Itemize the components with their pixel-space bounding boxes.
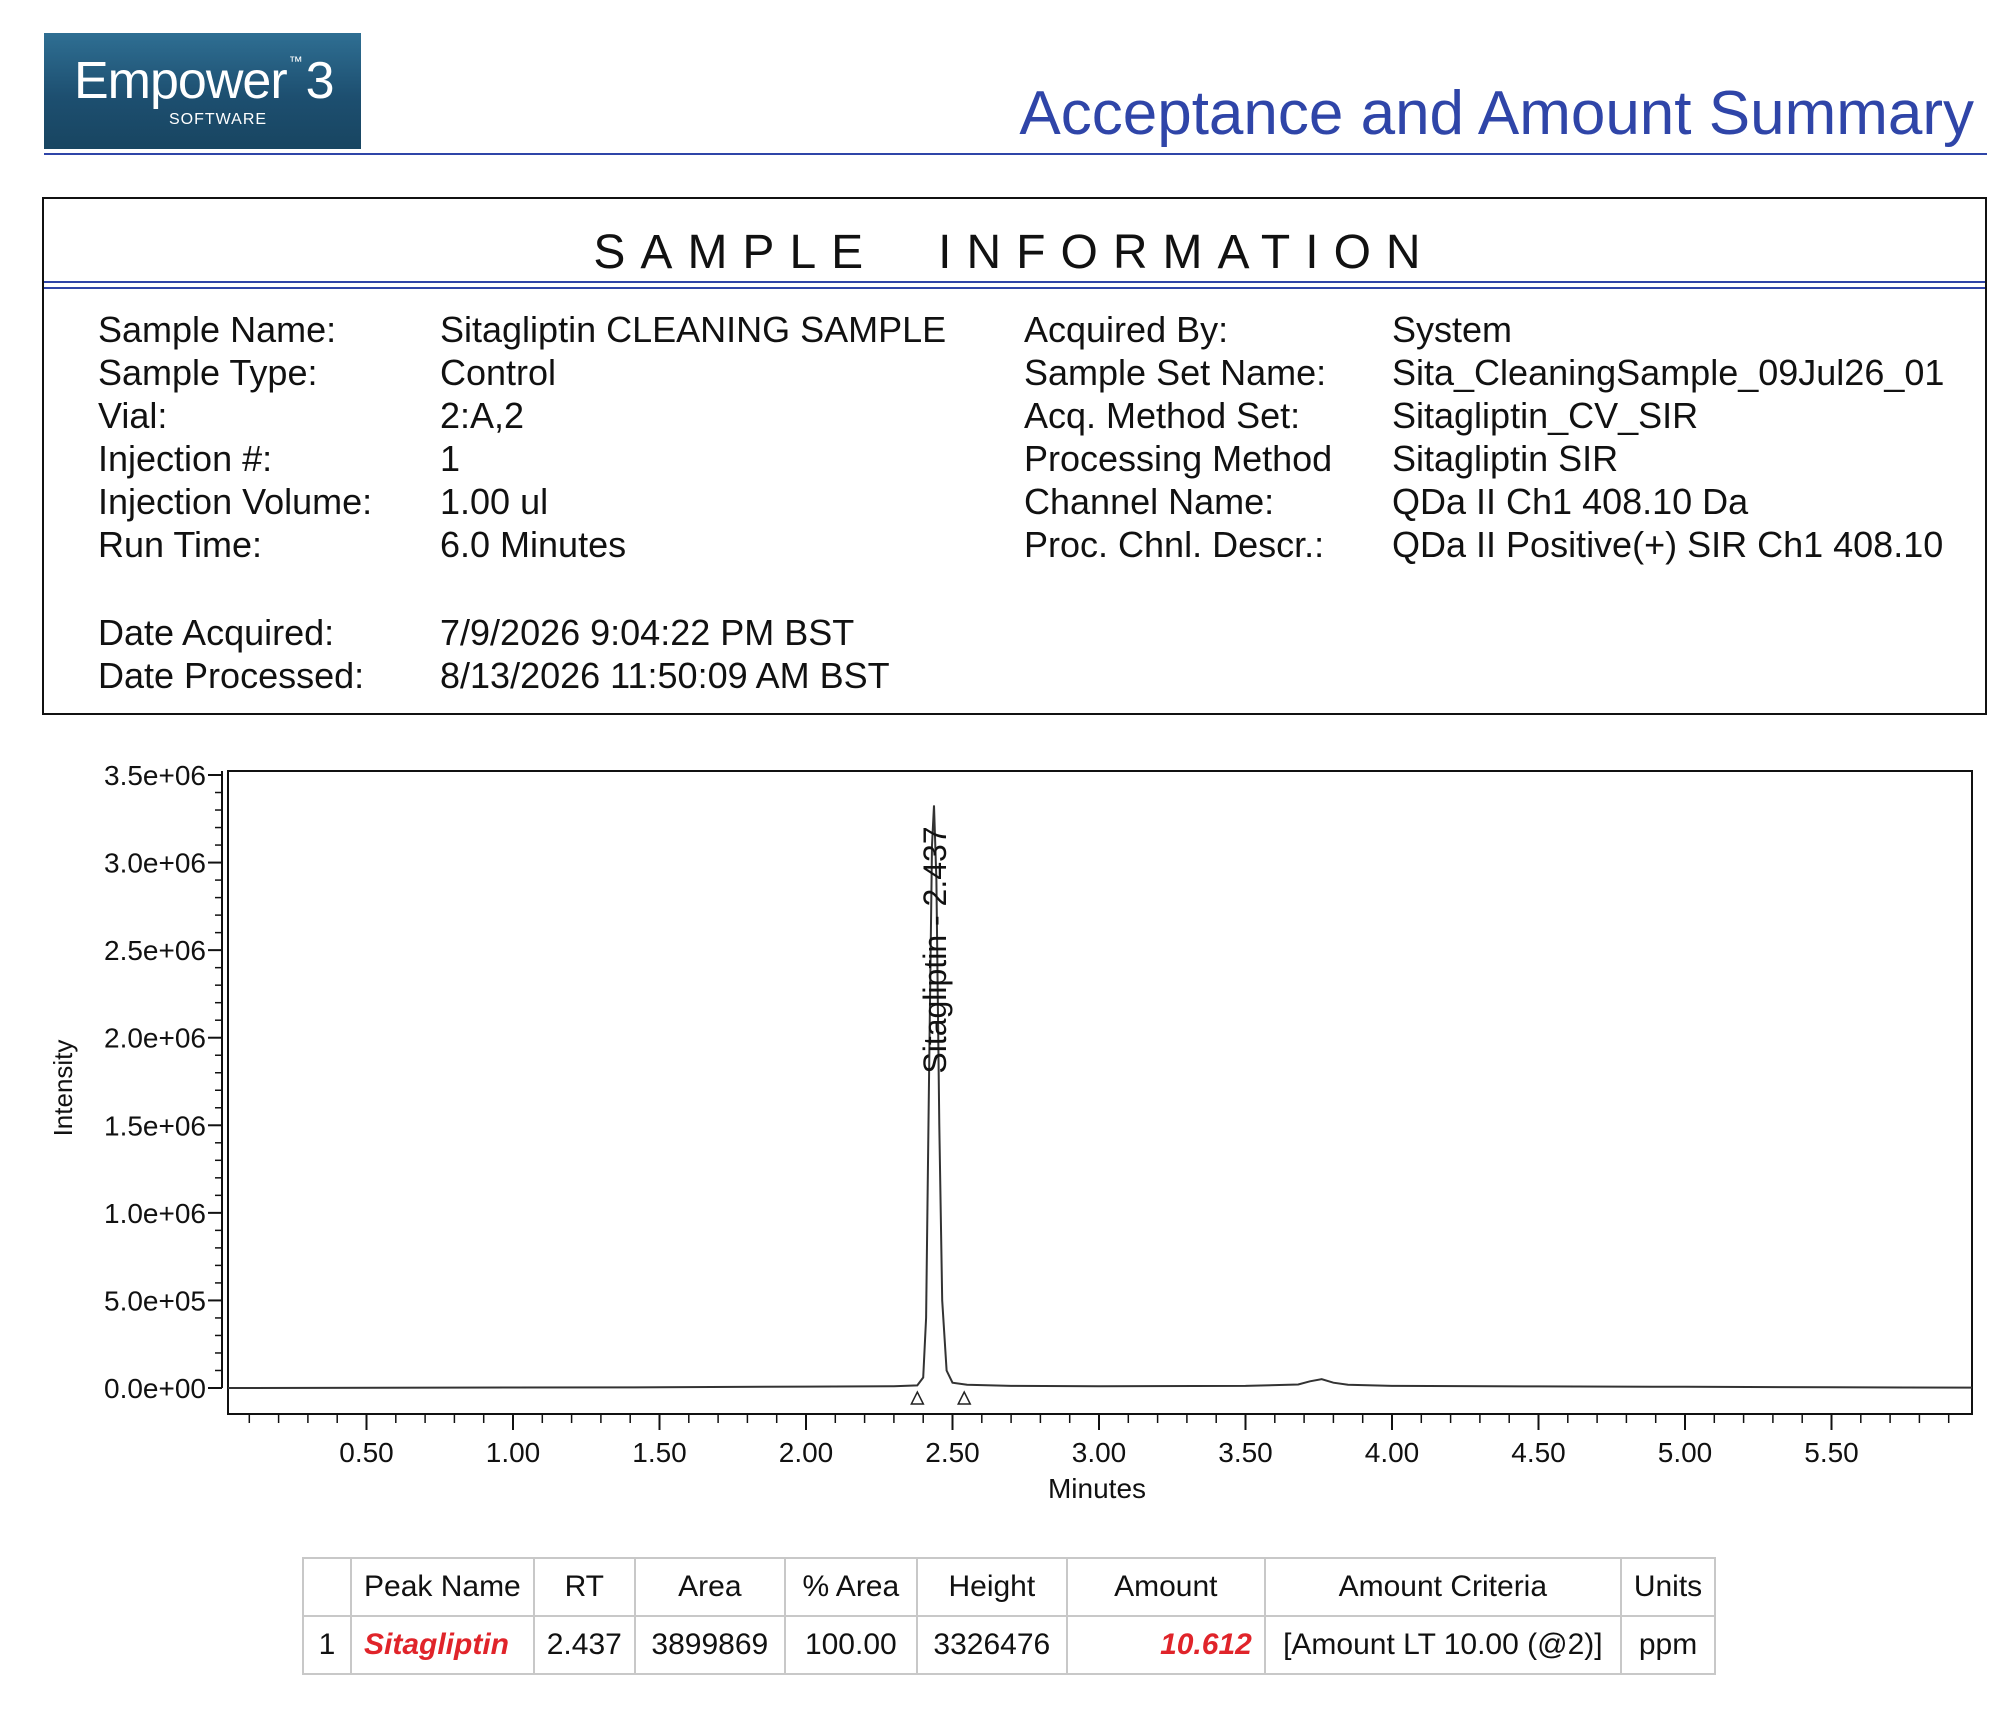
field-value: QDa II Ch1 408.10 Da — [1392, 481, 1749, 522]
units: ppm — [1621, 1616, 1715, 1674]
x-tick-label: 4.50 — [1511, 1437, 1566, 1468]
x-tick-label: 5.00 — [1657, 1437, 1713, 1468]
field-label: Acquired By: — [1024, 309, 1229, 350]
field-value: Sitagliptin SIR — [1392, 438, 1619, 479]
field-label: Sample Set Name: — [1024, 352, 1327, 393]
logo-brand: Empower ™3 — [74, 52, 334, 110]
x-tick-label: 1.50 — [632, 1437, 687, 1468]
field-label: Date Processed: — [98, 655, 365, 696]
field-value: Sitagliptin_CV_SIR — [1392, 395, 1699, 436]
results-table — [302, 1557, 1716, 1675]
column-header: Amount — [1067, 1558, 1265, 1616]
field-label: Injection #: — [98, 438, 273, 479]
field-value: 6.0 Minutes — [440, 524, 627, 565]
y-tick-label: 3.5e+06 — [104, 760, 206, 791]
field-value: Sita_CleaningSample_09Jul26_01 — [1392, 352, 1945, 393]
area: 3899869 — [635, 1616, 785, 1674]
amount-criteria: [Amount LT 10.00 (@2)] — [1265, 1616, 1621, 1674]
y-tick-label: 1.5e+06 — [104, 1110, 206, 1142]
column-header: Height — [917, 1558, 1067, 1616]
retention-time: 2.437 — [534, 1616, 635, 1674]
sample-information-heading: SAMPLE INFORMATION — [593, 226, 1436, 279]
column-header: Peak Name — [351, 1558, 534, 1616]
percent-area: 100.00 — [785, 1616, 917, 1674]
x-tick-label: 1.00 — [485, 1437, 541, 1468]
height: 3326476 — [917, 1616, 1067, 1674]
column-header: % Area — [785, 1558, 917, 1616]
row-index: 1 — [303, 1616, 351, 1674]
field-label: Sample Type: — [98, 352, 318, 393]
column-header: Units — [1621, 1558, 1715, 1616]
field-value: 1 — [440, 438, 461, 479]
field-value: System — [1392, 309, 1513, 350]
field-value: 7/9/2026 9:04:22 PM BST — [440, 612, 855, 653]
amount: 10.612 — [1067, 1616, 1265, 1674]
column-header — [303, 1558, 351, 1616]
field-value: QDa II Positive(+) SIR Ch1 408.10 — [1392, 524, 1944, 565]
integration-marker — [911, 1392, 923, 1404]
field-label: Run Time: — [98, 524, 263, 565]
x-tick-label: 3.00 — [1071, 1437, 1127, 1468]
x-axis-label: Minutes — [1047, 1473, 1147, 1504]
y-tick-label: 3.0e+06 — [104, 847, 206, 879]
report-title: Acceptance and Amount Summary — [1019, 79, 1974, 148]
column-header: RT — [534, 1558, 635, 1616]
y-tick-label: 1.0e+06 — [104, 1197, 206, 1229]
field-label: Sample Name: — [98, 309, 337, 350]
integration-markers — [911, 1392, 970, 1404]
x-tick-label: 3.50 — [1218, 1437, 1273, 1468]
field-label: Date Acquired: — [98, 612, 335, 653]
y-axis — [104, 760, 222, 1404]
column-header: Amount Criteria — [1265, 1558, 1621, 1616]
field-label: Proc. Chnl. Descr.: — [1024, 524, 1325, 565]
field-label: Channel Name: — [1024, 481, 1275, 522]
plot-frame — [228, 771, 1972, 1414]
table-header-row — [303, 1558, 1715, 1616]
column-header: Area — [635, 1558, 785, 1616]
x-tick-label: 2.00 — [778, 1437, 834, 1468]
field-label: Processing Method — [1024, 438, 1333, 479]
y-axis-label: Intensity — [48, 1039, 78, 1137]
peak-name: Sitagliptin — [351, 1616, 534, 1674]
field-label: Injection Volume: — [98, 481, 373, 522]
x-axis — [249, 1414, 1948, 1468]
y-tick-label: 5.0e+05 — [104, 1285, 206, 1317]
x-tick-label: 0.50 — [339, 1437, 394, 1468]
logo-sub: SOFTWARE — [169, 111, 268, 128]
field-label: Acq. Method Set: — [1024, 395, 1301, 436]
field-label: Vial: — [98, 395, 168, 436]
y-tick-label: 2.5e+06 — [104, 935, 206, 967]
field-value: 1.00 ul — [440, 481, 549, 522]
peak-annotations — [917, 826, 953, 1073]
x-tick-label: 2.50 — [925, 1437, 980, 1468]
field-value: 8/13/2026 11:50:09 AM BST — [440, 655, 890, 696]
field-value: 2:A,2 — [440, 395, 525, 436]
field-value: Control — [440, 352, 557, 393]
chromatogram-trace — [228, 805, 1972, 1388]
integration-marker — [958, 1392, 970, 1404]
y-tick-label: 2.0e+06 — [104, 1022, 206, 1054]
y-tick-label: 0.0e+00 — [104, 1373, 206, 1404]
peak-label: Sitagliptin - 2.437 — [917, 826, 954, 1074]
field-value: Sitagliptin CLEANING SAMPLE — [440, 309, 947, 350]
x-tick-label: 4.00 — [1364, 1437, 1420, 1468]
table-row — [303, 1616, 1715, 1674]
x-tick-label: 5.50 — [1804, 1437, 1859, 1468]
